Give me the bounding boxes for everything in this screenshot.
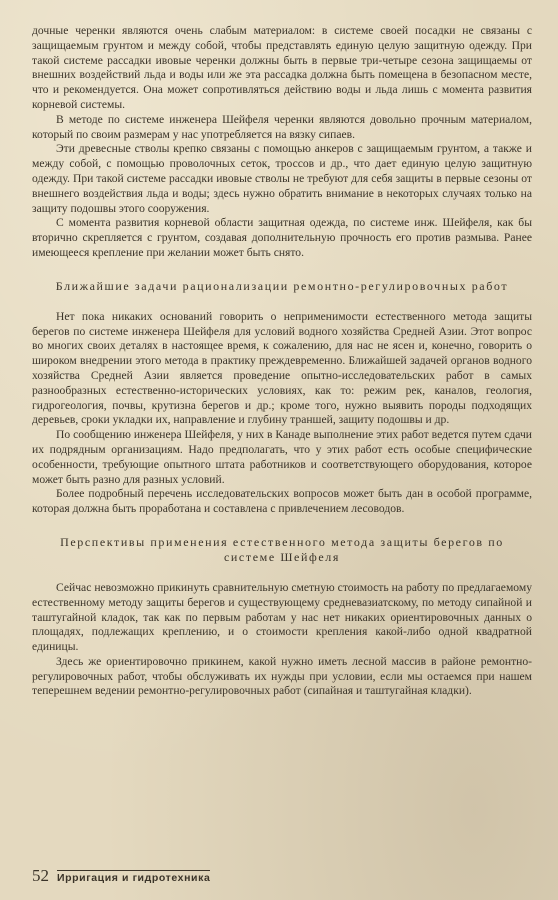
paragraph: По сообщению инженера Шейфеля, у них в Канаде выполнение этих работ ведется путем сдачи их подрядным организациям. Надо предполагать, что у этих работ есть особые специфические особенности, требующие опытного штата работников и соответствующего оборудования, которое может быть разно для разных условий. [32, 428, 532, 486]
paragraph: В методе по системе инженера Шейфеля черенки являются довольно прочным материалом, который по своим размерам у нас употребляется на вязку сипаев. [32, 112, 532, 141]
paragraph: Нет пока никаких оснований говорить о неприменимости естественного метода защиты берегов по системе инженера Шейфеля для условий водного хозяйства Средней Азии. Этот вопрос во многих своих деталях в настоящее время, к сожалению, для нас не ясен и, конечно, говорить о широком внедрении этого метода в практику преждевременно. Ближайшей задачей органов водного хозяйства Средней Азии является проведение опытно-исследовательских работ в самых разнообразных естественно-исторических условиях, как то: режим рек, каналов, геология, гидрогеология, почвы, крутизна берегов и др.; кроме того, нужно выявить породы подходящих деревьев, сроки укладки их, направление и глубину траншей, защиту подошвы и др. [32, 309, 532, 427]
paragraph: Здесь же ориентировочно прикинем, какой нужно иметь лесной массив в районе ремонтно-регулировочных работ, чтобы обслуживать их нужды при условии, если мы остаемся при нашем теперешнем ведении ремонтно-регулировочных работ (сипайная и таштугайная кладки). [32, 654, 532, 698]
paragraph: Эти древесные стволы крепко связаны с помощью анкеров с защищаемым грунтом, а также и между собой, с помощью проволочных сеток, троссов и др., что дает единую целую защитную одежду. При такой системе рассадки ивовые стволы не требуют для себя защиты в первые сезоны от внешнего воздействия льда и воды; здесь нужно обратить внимание в некоторых случаях только на защиту подошвы этого сооружения. [32, 142, 532, 215]
journal-title: Ирригация и гидротехника [57, 872, 211, 884]
paragraph: С момента развития корневой области защитная одежда, по системе инж. Шейфеля, как бы вторично скрепляется с грунтом, создавая дополнительную прочность его против размыва. Ранее имеющееся крепление при желании может быть снято. [32, 216, 532, 259]
paragraph: Более подробный перечень исследовательских вопросов может быть дан в особой программе, которая должна быть проработана и составлена с привлечением лесоводов. [32, 487, 532, 516]
section-heading: Перспективы применения естественного метода защиты берегов по системе Шейфеля [60, 534, 504, 564]
paragraph: Сейчас невозможно прикинуть сравнительную сметную стоимость на работу по предлагаемому естественному методу защиты берегов и существующему средневазиатскому, по методу сипайной и таштугайной кладок, так как по первым работам у нас нет никаких ориентировочных данных о площадях, подлежащих креплению, и о стоимости крепления какой-либо одной квадратной единицы. [32, 580, 532, 654]
section-heading: Ближайшие задачи рационализации ремонтно-регулировочных работ [55, 278, 509, 293]
page-number: 52 [32, 866, 49, 885]
paragraph: дочные черенки являются очень слабым материалом: в системе своей посадки не связаны с защищаемым грунтом и между собой, чтобы представлять единую целую защитную одежду. При такой системе рассадки ивовые черенки должны быть в первые три-четыре сезона защищаемы от внешних воздействий льда и воды или же эта рассадка должна быть помещена в безопасном месте, что и рекомендуется. Она может сопротивляться действию воды и льда лишь с момента развития корневой системы. [32, 24, 532, 111]
page-footer [32, 866, 210, 886]
